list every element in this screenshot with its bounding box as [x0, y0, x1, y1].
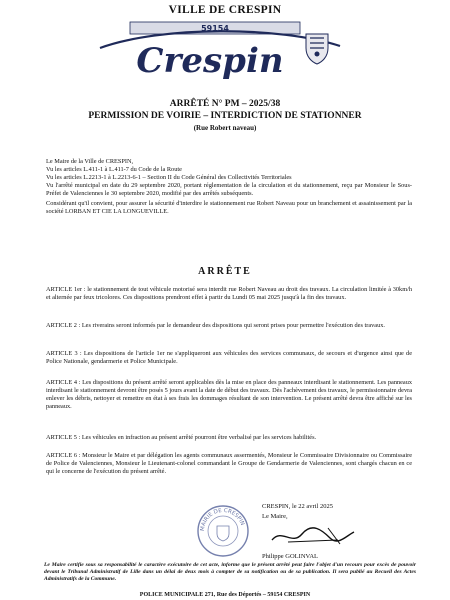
signatory-name: Philippe GOLINVAL [262, 553, 319, 560]
article-3: ARTICLE 3 : Les dispositions de l'article 1er ne s'appliqueront aux véhicules des services communaux, de secours et d'urgence ainsi que de Police Nationale, gendarmerie et Police Municipale. [46, 350, 412, 365]
decree-title: PERMISSION DE VOIRIE – INTERDICTION DE STATIONNER [88, 111, 362, 121]
stamp-icon [196, 504, 250, 558]
signature-role: Le Maire, [262, 513, 288, 520]
town-name: VILLE DE CRESPIN [168, 4, 282, 16]
preamble-line: Considérant qu'il convient, pour assurer la sécurité d'interdire le stationnement rue Robert Naveau pour un branchement et assainissement par la société LORBAN ET CIE LA LONGUEVILLE. [46, 200, 412, 215]
preamble-line: Vu l'arrêté municipal en date du 29 septembre 2020, portant réglementation de la circulation et du stationnement, reçu par Monsieur le Sous-Préfet de Valenciennes le 30 septembre 2020, modifié par des arrêtés subséquents. [46, 182, 412, 197]
stamp-text: MAIRIE DE CRESPIN [199, 507, 246, 532]
preamble-line: Le Maire de la Ville de CRESPIN, [46, 158, 134, 165]
logo-wordmark: Crespin [136, 41, 284, 81]
footer-address: POLICE MUNICIPALE 271, Rue des Déportés – 59154 CRESPIN [139, 592, 311, 598]
article-2: ARTICLE 2 : Les riverains seront informés par le demandeur des dispositions qui seront prises pour permettre l'exécution des travaux. [46, 322, 385, 329]
preamble-line: Vu les articles L.2213-1 à L.2213-6-1 – Section II du Code Général des Collectivités Territoriales [46, 174, 292, 181]
signature-scribble-icon [268, 522, 358, 550]
logo-banner: 59154 [201, 24, 229, 33]
article-6: ARTICLE 6 : Monsieur le Maire et par délégation les agents communaux assermentés, Monsieur le Commissaire Divisionnaire ou Commissaire de Police de Valenciennes, Monsieur le Lieutenant-colonel commandant le Groupe de Gendarmerie de Valenciennes, sont chargés chacun en ce qui le concerne de l'exécution du présent arrêté. [46, 452, 412, 475]
article-5: ARTICLE 5 : Les véhicules en infraction au présent arrêté pourront être verbalisé par les services habilités. [46, 434, 317, 441]
coat-of-arms-icon [306, 34, 328, 64]
handwritten-signature [268, 522, 358, 550]
article-1: ARTICLE 1er : le stationnement de tout véhicule motorisé sera interdit rue Robert Naveau au droit des travaux. La circulation limitée à 30km/h et alternée par feux tricolores. Ces dispositions prendront effet à partir du Lundi 05 mai 2025 jusqu'à la fin des travaux. [46, 286, 412, 301]
decree-street: (Rue Robert naveau) [193, 124, 257, 132]
decree-reference: ARRÊTÉ N° PM – 2025/38 [169, 99, 281, 109]
official-stamp [196, 504, 250, 558]
legal-footer-note: Le Maire certifie sous sa responsabilité le caractère exécutoire de cet acte, informe que le présent arrêté peut faire l'objet d'un recours pour excès de pouvoir devant le Tribunal Administratif de Lille dans un délai de deux mois à compter de sa notification ou de sa publication. Il sera publié au Recueil des Actes Administratifs de la Commune. [44, 562, 416, 582]
preamble-line: Vu les articles L.411-1 à L.411-7 du Code de la Route [46, 166, 182, 173]
preamble [46, 158, 412, 216]
signature-place-date: CRESPIN, le 22 avril 2025 [262, 503, 333, 510]
decides-heading: ARRÊTE [198, 266, 252, 277]
town-logo [80, 20, 370, 82]
crespin-logo-graphic [80, 20, 370, 82]
article-4: ARTICLE 4 : Les dispositions du présent arrêté seront applicables dès la mise en place des panneaux interdisant le stationnement. Les panneaux interdisant le stationnement devront être posés 5 jours avant la date de début des travaux. Dès l'achèvement des travaux, le permissionnaire devra enlever les débris, nettoyer et remettre en état à ses frais les dommages résultant de son intervention. Le présent arrêté devra être affiché sur les panneaux. [46, 379, 412, 410]
